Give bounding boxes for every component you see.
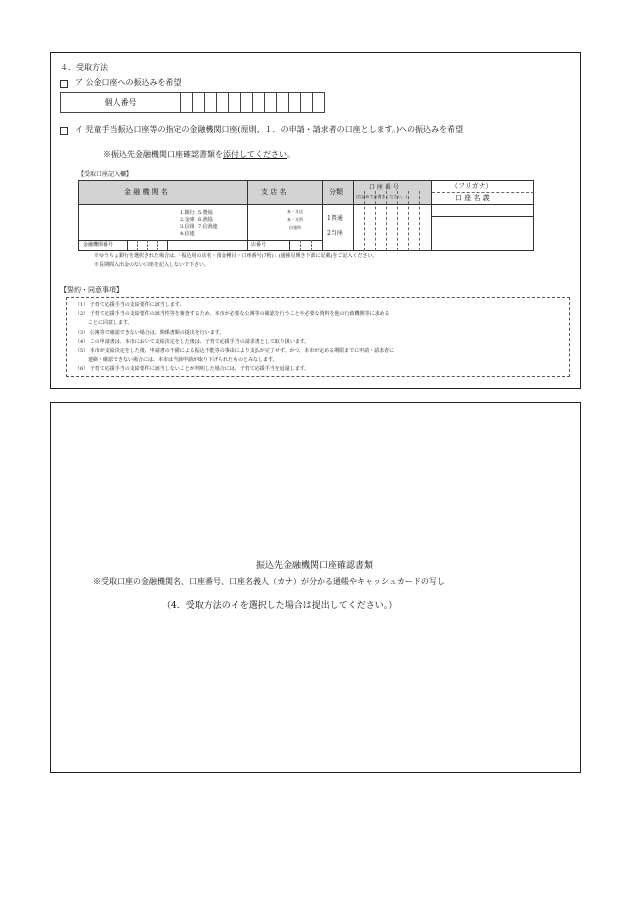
consent-item: （2） 子育て応援手当の支給要件の該当性等を審査するため、本市が必要な公簿等の確認を行うことや必要な資料を他の行政機関等に求める <box>75 311 390 317</box>
account-number-subheader: (右詰めでお書きください。) <box>356 194 408 199</box>
consent-box <box>66 297 570 377</box>
option-a-label: ア 公金口座への振込みを希望 <box>75 78 182 87</box>
holder-name-header: 口 座 名 義 <box>455 194 490 202</box>
option-i-checkbox[interactable] <box>60 127 68 135</box>
account-note: ※長期間入出金のない口座を記入しないで下さい。 <box>94 262 210 268</box>
attachment-description: ※受取口座の金融機関名、口座番号、口座名義人（カナ）が分かる通帳やキャッシュカードの写し <box>93 577 445 586</box>
bank-type-option[interactable]: 2.金庫 6.漁協 <box>180 217 213 223</box>
branch-type-option[interactable]: 本・支店 <box>287 209 303 214</box>
attachment-title: 振込先金融機関口座確認書類 <box>256 561 374 571</box>
consent-item: （5） 本市が支給決定をした後、申請書の不備による振込不能等の事由により支払が完了せず、かつ、本市が定める期限までに申請・請求者に <box>75 348 395 354</box>
account-table-caption: 【受取口座記入欄】 <box>78 171 133 178</box>
attachment-instruction: （4．受取方法のイを選択した場合は提出してください。） <box>162 601 398 611</box>
branch-type-option[interactable]: 出張所 <box>289 225 301 230</box>
bank-code-label: 金融機関番号 <box>83 242 114 248</box>
option-a-checkbox[interactable] <box>60 80 68 88</box>
account-type-option[interactable]: 2当座 <box>327 230 343 237</box>
bank-type-option[interactable]: 4.信連 <box>180 231 195 237</box>
branch-name-header: 支 店 名 <box>261 188 287 196</box>
consent-item: 連絡・確認できない場合には、本市は当該申請が取り下げられたものとみなします。 <box>88 357 278 363</box>
my-number-label: 個人番号 <box>104 98 137 107</box>
consent-title: 【誓約・同意事項】 <box>60 286 123 294</box>
account-note: ※ゆうちょ銀行を選択された場合は、「振込用の店名・預金種目・口座番号(7桁)」(通帳見開き下部に記載)をご記入ください。 <box>94 253 378 259</box>
furigana-header: （フリガナ） <box>451 182 493 190</box>
consent-item: （6） 子育て応援手当の支給要件に該当しないことが判明した場合には、子育て応援手当を返還します。 <box>75 366 310 372</box>
section-title: ４．受取方法 <box>60 63 108 72</box>
consent-item: （1） 子育て応援手当の支給要件に該当します。 <box>75 302 185 308</box>
account-table <box>78 180 534 251</box>
consent-item: ことに同意します。 <box>88 320 133 326</box>
branch-code-label: 店番号 <box>251 242 267 248</box>
branch-type-option[interactable]: 本・支所 <box>287 217 303 222</box>
option-i-label: イ 児童手当振込口座等の指定の金融機関口座(原則、１．の申請・請求者の口座とします。)への振込みを希望 <box>75 125 464 134</box>
consent-item: （4） この申請書は、本市において支給決定をした後は、子育て応援手当の請求書として取り扱います。 <box>75 339 310 345</box>
bank-name-header: 金 融 機 関 名 <box>124 188 168 196</box>
account-type-option[interactable]: 1普通 <box>327 215 343 222</box>
bank-type-option[interactable]: 1.銀行 5.農協 <box>180 210 213 216</box>
bank-type-option[interactable]: 3.信組 7.信漁連 <box>180 224 218 230</box>
attachment-area <box>50 402 581 773</box>
my-number-field[interactable] <box>60 92 325 113</box>
type-header: 分類 <box>329 188 343 196</box>
consent-item: （3） 公簿等で確認できない場合は、関係書類の提出を行います。 <box>75 330 225 336</box>
attach-note: ※振込先金融機関口座確認書類を添付してください。 <box>103 150 295 159</box>
account-number-header: 口 座 番 号 <box>369 184 399 191</box>
